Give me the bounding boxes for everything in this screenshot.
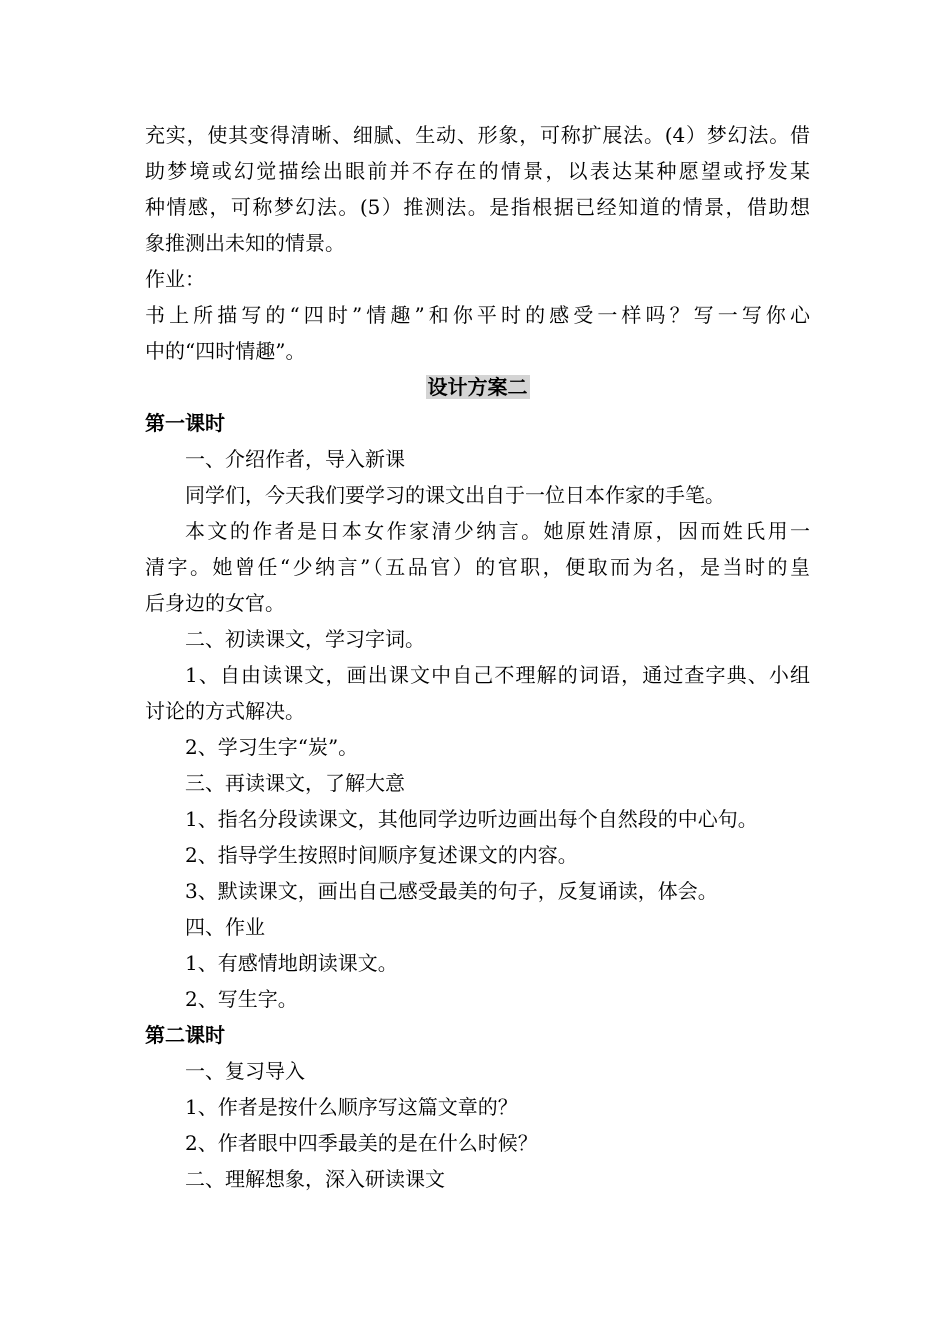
section-heading: 一、复习导入 [185,1059,305,1083]
text-line: 2、指导学生按照时间顺序复述课文的内容。 [185,843,578,867]
text-line: 讨论的方式解决。 [145,699,305,723]
plan-title: 设计方案二 [427,375,528,399]
text-line: 1、有感情地朗读课文。 [185,951,398,975]
document-page [145,117,810,1197]
homework-label: 作业： [145,267,205,291]
section-heading: 一、介绍作者，导入新课 [185,447,405,471]
text-line: 同学们，今天我们要学习的课文出自于一位日本作家的手笔。 [185,483,725,507]
text-line: 象推测出未知的情景。 [145,231,345,255]
text-line: 后身边的女官。 [145,591,285,615]
text-line: 书上所描写的“四时”情趣”和你平时的感受一样吗？写一写你心 [145,303,810,327]
text-line: 1、指名分段读课文，其他同学边听边画出每个自然段的中心句。 [185,807,758,831]
section-heading: 四、作业 [185,915,265,939]
text-line: 1、作者是按什么顺序写这篇文章的？ [185,1095,518,1119]
section-heading: 三、再读课文，了解大意 [185,771,405,795]
text-line: 种情感，可称梦幻法。(5）推测法。是指根据已经知道的情景，借助想 [145,195,810,219]
text-line: 充实，使其变得清晰、细腻、生动、形象，可称扩展法。(4）梦幻法。借 [145,123,810,147]
lesson-2-title: 第二课时 [145,1023,225,1047]
text-line: 2、作者眼中四季最美的是在什么时候？ [185,1131,538,1155]
text-line: 清字。她曾任“少纳言”（五品官）的官职，便取而为名，是当时的皇 [145,555,810,579]
plan-title-row [145,369,810,405]
text-line: 中的“四时情趣”。 [145,339,306,363]
text-line: 3、默读课文，画出自己感受最美的句子，反复诵读，体会。 [185,879,718,903]
text-line: 2、写生字。 [185,987,298,1011]
text-line: 助梦境或幻觉描绘出眼前并不存在的情景，以表达某种愿望或抒发某 [145,159,810,183]
lesson-1-title: 第一课时 [145,411,225,435]
text-line: 2、学习生字“炭”。 [185,735,359,759]
text-line: 1、自由读课文，画出课文中自己不理解的词语，通过查字典、小组 [185,663,810,687]
text-line: 本文的作者是日本女作家清少纳言。她原姓清原，因而姓氏用一 [185,519,810,543]
section-heading: 二、理解想象，深入研读课文 [185,1167,445,1191]
section-heading: 二、初读课文，学习字词。 [185,627,425,651]
